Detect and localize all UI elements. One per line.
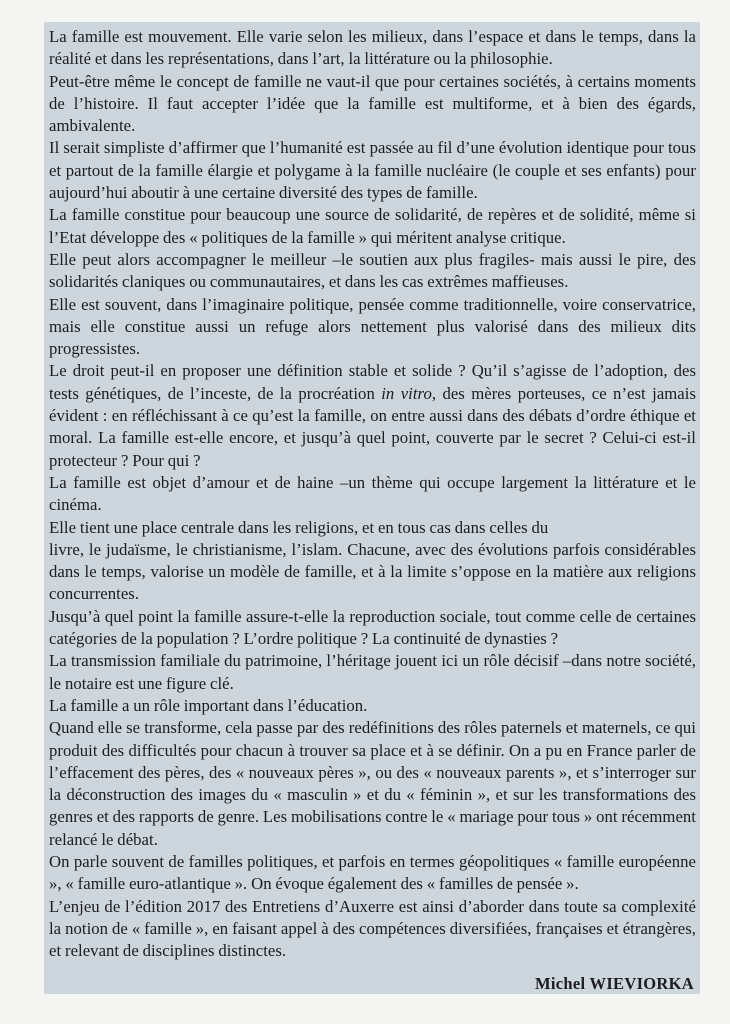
paragraph-religions-line: Elle tient une place centrale dans les religions, et en tous cas dans celles du bbox=[49, 517, 549, 537]
paragraph-5: Elle peut alors accompagner le meilleur –le soutien aux plus fragiles- mais aussi le pire, des solidarités claniques ou communautaires, et dans les cas extrêmes maffieuses. bbox=[49, 249, 696, 292]
paragraph-2: Peut-être même le concept de famille ne vaut-il que pour certaines sociétés, à certains moments de l’histoire. Il faut accepter l’idée que la famille est multiforme, et à bien des égards, ambivalente. bbox=[49, 71, 696, 136]
paragraph-amour: La famille est objet d’amour et de haine –un thème qui occupe largement la littérature et le cinéma. bbox=[49, 472, 696, 515]
paragraph-familles-politiques: On parle souvent de familles politiques, et parfois en termes géopolitiques « famille européenne », « famille euro-atlantique ». On évoque également des « familles de pensée ». bbox=[49, 851, 696, 894]
author-signature: Michel WIEVIORKA bbox=[535, 974, 694, 993]
text-panel bbox=[44, 22, 700, 994]
paragraph-droit bbox=[49, 360, 696, 471]
paragraph-transformation: Quand elle se transforme, cela passe par des redéfinitions des rôles paternels et maternels, ce qui produit des difficultés pour chacun à trouver sa place et à se définir. On a pu en France parler de l’effacement des pères, des « nouveaux pères », ou des « nouveaux parents », et s’interroger sur la déconstruction des images du « masculin » et du « féminin », et sur les transformations des genres et des rapports de genre. Les mobilisations contre le « mariage pour tous » ont récemment relancé le débat. bbox=[49, 718, 696, 849]
paragraph-enjeu: L’enjeu de l’édition 2017 des Entretiens d’Auxerre est ainsi d’aborder dans toute sa complexité la notion de « famille », en faisant appel à des compétences diversifiées, françaises et étrangères, et relevant de disciplines distinctes. bbox=[49, 896, 696, 961]
paragraph-religions: livre, le judaïsme, le christianisme, l’islam. Chacune, avec des évolutions parfois considérables dans le temps, valorise un modèle de famille, et à la limite s’oppose en la matière aux religions concurrentes. bbox=[49, 539, 696, 604]
paragraph-droit-start: Le droit peut-il en proposer une définition stable et solide ? Qu’il s’agisse de l’adoption, des tests génétiques, de l’inceste, de la procréation bbox=[49, 361, 696, 403]
paragraph-3: Il serait simpliste d’affirmer que l’humanité est passée au fil d’une évolution identique pour tous et partout de la famille élargie et polygame à la famille nucléaire (le couple et ses enfants) pour aujourd’hui aboutir à une certaine diversité des types de famille. bbox=[49, 138, 696, 203]
paragraph-reproduction: Jusqu’à quel point la famille assure-t-elle la reproduction sociale, tout comme celle de certaines catégories de la population ? L’ordre politique ? La continuité de dynasties ? bbox=[49, 606, 696, 649]
paragraph-education: La famille a un rôle important dans l’éducation. bbox=[49, 695, 368, 715]
paragraph-transmission: La transmission familiale du patrimoine, l’héritage jouent ici un rôle décisif –dans notre société, le notaire est une figure clé. bbox=[49, 651, 696, 693]
paragraph-4: La famille constitue pour beaucoup une source de solidarité, de repères et de solidité, même si l’Etat développe des « politiques de la famille » qui méritent analyse critique. bbox=[49, 205, 696, 247]
paragraph-1: La famille est mouvement. Elle varie selon les milieux, dans l’espace et dans le temps, dans la réalité et dans les représentations, dans l’art, la littérature ou la philosophie. bbox=[49, 27, 696, 69]
article-body bbox=[49, 26, 696, 962]
paragraph-6: Elle est souvent, dans l’imaginaire politique, pensée comme traditionnelle, voire conservatrice, mais elle constitue aussi un refuge alors nettement plus valorisé dans des milieux dits progressistes. bbox=[49, 294, 696, 359]
paragraph-droit-italic: in vitro bbox=[381, 383, 432, 403]
paragraph-droit-end: , des mères porteuses, ce n’est jamais évident : en réfléchissant à ce qu’est la famille, on entre aussi dans des débats d’ordre éthique et moral. La famille est-elle encore, et jusqu’à quel point, couverte par le secret ? Celui-ci est-il protecteur ? Pour qui ? bbox=[49, 383, 696, 470]
